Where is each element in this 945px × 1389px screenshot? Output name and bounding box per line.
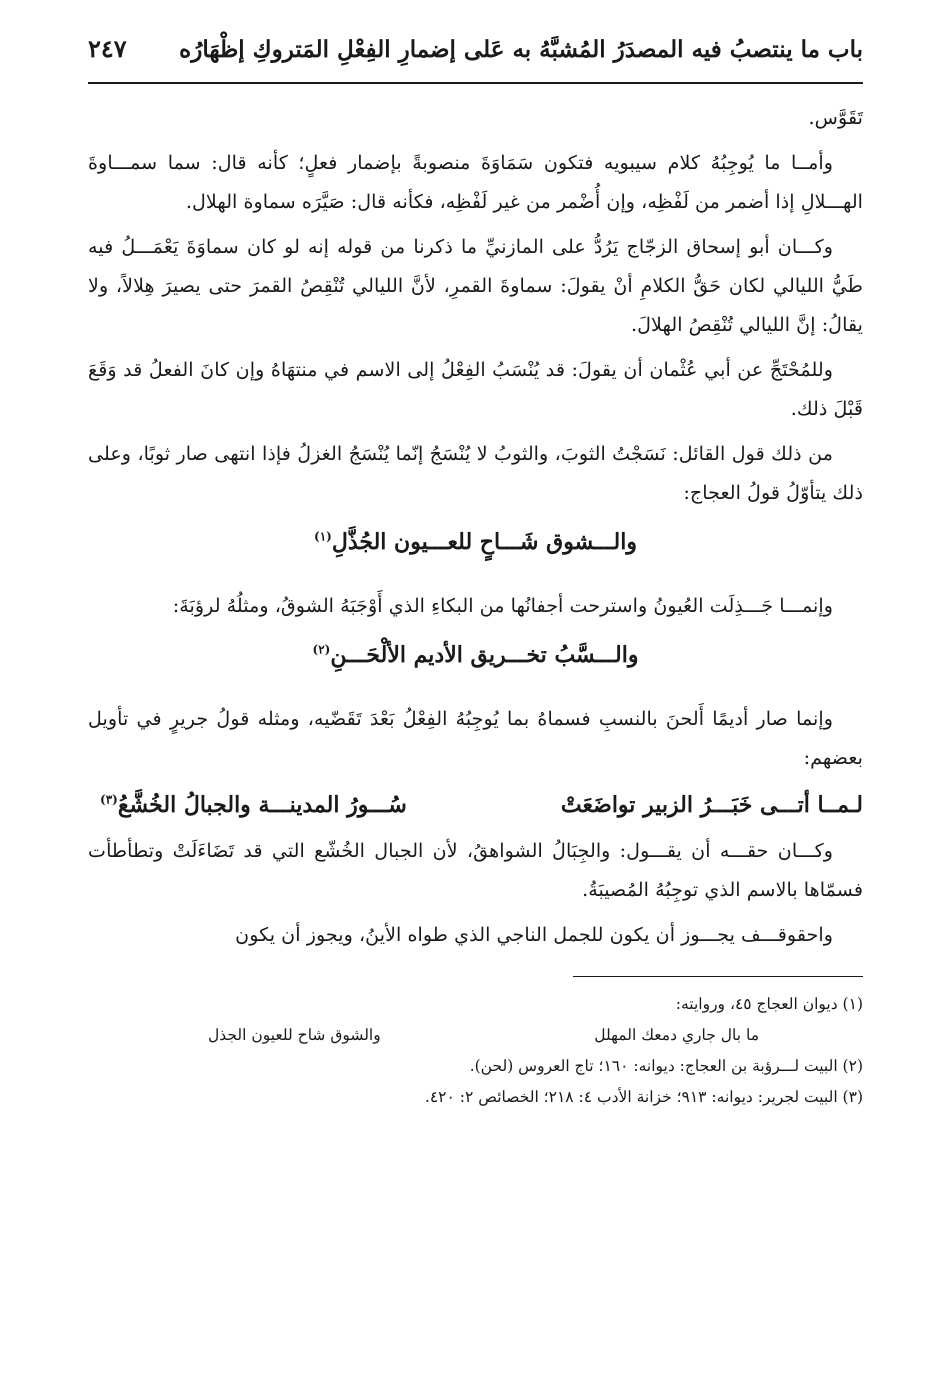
paragraph: وكـــان أبو إسحاق الزجّاج يَرُدُّ على المازنيِّ ما ذكرنا من قوله إنه لو كان سماوَةَ يَعْمَـــلُ فيه طَيُّ الليالي لكان حَقُّ الكلامِ أنْ يقولَ: سماوةَ القمرِ، لأنَّ الليالي تُنْقِصُ القمرَ حتى يصيرَ هِلالاً، ولا يقالُ: إنَّ الليالي تُنْقِصُ الهلالَ. — [88, 235, 863, 336]
paragraph: وللمُحْتَجِّ عن أبي عُثْمان أن يقولَ: قد يُنْسَبُ الفِعْلُ إلى الاسم في منتهَاهُ وإن كانَ الفعلُ قد وَقَعَ قَبْلَ ذلك. — [88, 358, 863, 420]
paragraph: واحقوقـــف يجـــوز أن يكون للجمل الناجي الذي طواه الأينُ، ويجوز أن يكون — [235, 923, 833, 946]
running-head — [88, 34, 863, 78]
paragraph: وكـــان حقـــه أن يقـــول: والجِبَالُ الشواهقُ، لأن الجبال الخُشّع التي قد تَضَاءَلَتْ وتطأطأت فسمّاها بالاسم الذي توجِبُهُ المُصيبَةُ. — [88, 839, 863, 901]
verse-2-text: والـــسَّبُ تخـــريق الأديم الألْحَـــنِ — [330, 642, 639, 668]
verse-2 — [88, 633, 863, 677]
page-number: ٢٤٧ — [88, 34, 127, 63]
footnote-1-verse — [88, 1020, 863, 1051]
verse-1 — [88, 520, 863, 564]
footnotes — [88, 989, 863, 1113]
footnote-ref-1[interactable]: (١) — [314, 529, 332, 544]
verse-3-first-hemistich: لـمــا أتـــى خَبَـــرُ الزبير تواضَعَتْ — [560, 792, 863, 818]
footnote-3: (٣) البيت لجرير: ديوانه: ٩١٣؛ خزانة الأدب ٤: ٢١٨؛ الخصائص ٢: ٤٢٠. — [424, 1088, 863, 1106]
footnote-rule — [573, 976, 863, 977]
paragraph: من ذلك قول القائل: نَسَجْتُ الثوبَ، والثوبُ لا يُنْسَجُ إنّما يُنْسَجُ الغزلُ فإذا انتهى صار ثوبًا، وعلى ذلك يتأوّلُ قولُ العجاج: — [88, 442, 863, 504]
verse-3-second-hemistich: سُـــورُ المدينـــة والجبالُ الخُشَّعُ — [117, 792, 407, 818]
header-rule — [88, 82, 863, 84]
verse-1-text: والـــشوق شَـــاحٍ للعـــيون الجُذَّلِ — [331, 529, 637, 555]
footnote-2: (٢) البيت لـــرؤبة بن العجاج: ديوانه: ١٦٠؛ تاج العروس (لحن). — [469, 1057, 863, 1075]
main-text — [88, 98, 863, 954]
footnote-1-verse-b: والشوق شاح للعيون الجذل — [208, 1026, 381, 1044]
verse-3 — [88, 783, 863, 827]
paragraph: وأمــا ما يُوجِبُهُ كلام سيبويه فتكون سَمَاوَةَ منصوبةً بإضمار فعلٍ؛ كأنه قال: سما سمـــاوةَ الهـــلالِ إذا أضمر من لَفْظِه، وإن أُضْمر من غير لَفْظِه، فكأنه قال: صَيَّرَه سماوة الهلال. — [88, 151, 863, 213]
paragraph: وإنما صار أديمًا أَلحنَ بالنسبِ فسماهُ بما يُوجِبُهُ الفِعْلُ بَعْدَ تَقَضّيه، ومثله قولُ جريرٍ في تأويل بعضهم: — [88, 707, 863, 769]
footnote-ref-2[interactable]: (٢) — [312, 642, 331, 657]
paragraph: تَقَوَّس. — [808, 106, 863, 129]
running-title: باب ما ينتصبُ فيه المصدَرُ المُشبَّهُ به عَلى إضمارِ الفِعْلِ المَتروكِ إظْهَارُه — [179, 36, 863, 63]
footnote-1-verse-a: ما بال جاري دمعك المهلل — [594, 1026, 759, 1044]
paragraph: وإنمـــا جَـــذِلَت العُيونُ واسترحت أجفانُها من البكاءِ الذي أَوْجَبَهُ الشوقُ، ومثلُهُ لرؤبَةَ: — [172, 594, 833, 617]
footnote-ref-3[interactable]: (٣) — [100, 792, 118, 807]
footnote-1: (١) ديوان العجاج ٤٥، وروايته: — [675, 995, 863, 1013]
